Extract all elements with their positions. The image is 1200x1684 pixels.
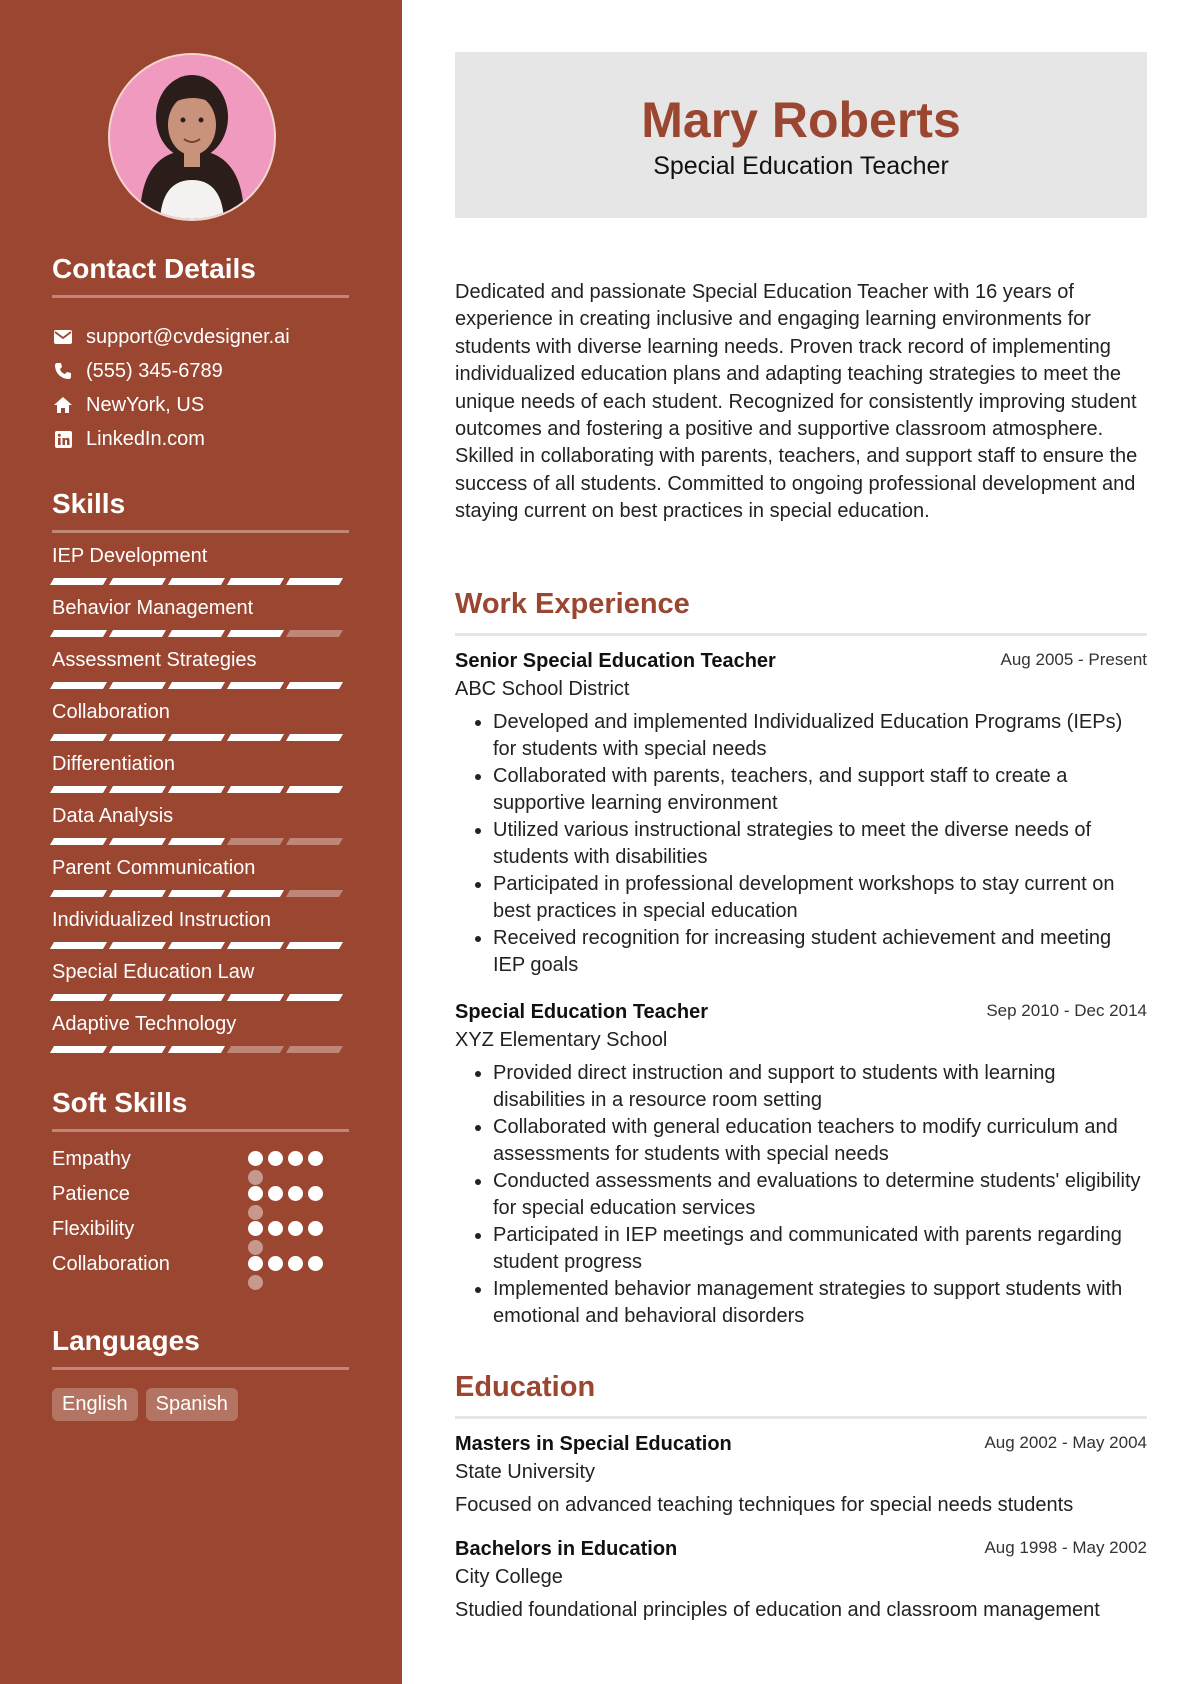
skill-level-segment: [168, 942, 225, 949]
skill-level-segment: [286, 630, 343, 637]
rating-dot: [308, 1151, 323, 1166]
contact-email-text: support@cvdesigner.ai: [86, 325, 290, 348]
soft-skills-section: [52, 1087, 349, 1282]
skill-level-segment: [168, 630, 225, 637]
skill-level-segment: [227, 786, 284, 793]
profile-photo: [110, 55, 274, 219]
skill-level-bar: [52, 786, 349, 793]
skill-level-segment: [109, 838, 166, 845]
school: City College: [455, 1566, 563, 1588]
skill-level-segment: [109, 734, 166, 741]
skill-name: Data Analysis: [52, 805, 174, 827]
rating-dot: [268, 1186, 283, 1201]
soft-skill-item: [52, 1177, 349, 1212]
skill-item: [52, 595, 349, 637]
skill-level-segment: [109, 1046, 166, 1053]
soft-skill-item: [52, 1247, 349, 1282]
job-entry: [455, 650, 1147, 979]
contact-phone[interactable]: [52, 354, 349, 388]
rating-dot: [248, 1275, 263, 1290]
languages-heading: Languages: [52, 1325, 349, 1370]
education-heading: Education: [455, 1371, 1147, 1419]
school: State University: [455, 1461, 596, 1483]
skill-item: [52, 751, 349, 793]
soft-skill-name: Patience: [52, 1183, 130, 1205]
skill-level-segment: [286, 1046, 343, 1053]
skill-level-segment: [286, 786, 343, 793]
contact-email[interactable]: [52, 320, 349, 354]
home-icon: [52, 395, 74, 415]
skill-level-segment: [227, 994, 284, 1001]
contact-location: [52, 388, 349, 422]
skill-level-segment: [286, 682, 343, 689]
languages-section: [52, 1325, 349, 1421]
skill-level-segment: [50, 1046, 107, 1053]
education-entry: [455, 1433, 1147, 1517]
skill-level-segment: [227, 942, 284, 949]
skill-level-segment: [109, 890, 166, 897]
skill-level-bar: [52, 630, 349, 637]
job-bullet: • Conducted assessments and evaluations to determine students' eligibility for special education services: [493, 1168, 1147, 1222]
skill-level-bar: [52, 942, 349, 949]
soft-skill-name: Empathy: [52, 1148, 131, 1170]
skill-item: [52, 543, 349, 585]
job-bullet: • Collaborated with general education teachers to modify curriculum and assessments for students with special needs: [493, 1114, 1147, 1168]
rating-dot: [288, 1186, 303, 1201]
language-chip: English: [52, 1388, 138, 1421]
skill-level-segment: [168, 838, 225, 845]
skill-level-segment: [286, 942, 343, 949]
skill-name: IEP Development: [52, 545, 208, 567]
rating-dot: [248, 1256, 263, 1271]
education-description: Studied foundational principles of education and classroom management: [455, 1599, 1100, 1621]
job-bullet: • Participated in IEP meetings and communicated with parents regarding student progress: [493, 1222, 1147, 1276]
header: [455, 52, 1147, 218]
degree: Bachelors in Education: [455, 1538, 678, 1560]
summary: Dedicated and passionate Special Education Teacher with 16 years of experience in creating inclusive and engaging learning environments for students with diverse learning needs. Proven track record of implementing individualized education plans and adapting teaching strategies to meet the unique needs of each student. Recognized for consistently improving student outcomes and fostering a positive and supportive classroom atmosphere. Skilled in collaborating with parents, teachers, and support staff to ensure the success of all students. Committed to ongoing professional development and staying current on best practices in special education.: [455, 281, 1138, 523]
job-title: Special Education Teacher: [455, 1001, 709, 1023]
candidate-name: Mary Roberts: [641, 92, 961, 148]
rating-dot: [288, 1151, 303, 1166]
rating-dot: [288, 1221, 303, 1236]
contact-linkedin[interactable]: [52, 422, 349, 456]
job-bullet: • Implemented behavior management strategies to support students with emotional and behavioral disorders: [493, 1276, 1147, 1330]
education-date: Aug 1998 - May 2002: [984, 1538, 1147, 1557]
skill-level-segment: [168, 1046, 225, 1053]
rating-dot: [288, 1256, 303, 1271]
avatar: [108, 53, 276, 221]
skill-level-segment: [227, 890, 284, 897]
skill-level-segment: [50, 630, 107, 637]
job-entry: [455, 1001, 1147, 1330]
skill-level-segment: [286, 734, 343, 741]
skill-level-segment: [168, 734, 225, 741]
language-chip: Spanish: [146, 1388, 238, 1421]
rating-dot: [308, 1256, 323, 1271]
skill-level-bar: [52, 890, 349, 897]
skill-name: Adaptive Technology: [52, 1013, 237, 1035]
skill-name: Individualized Instruction: [52, 909, 272, 931]
education-entry: [455, 1538, 1147, 1622]
skill-level-segment: [168, 578, 225, 585]
skill-item: [52, 803, 349, 845]
job-bullets: [455, 1060, 1147, 1330]
job-bullet: • Collaborated with parents, teachers, and support staff to create a supportive learning environment: [493, 763, 1147, 817]
skill-level-bar: [52, 734, 349, 741]
job-bullet: • Utilized various instructional strategies to meet the diverse needs of students with disabilities: [493, 817, 1147, 871]
skill-level-segment: [227, 1046, 284, 1053]
contact-linkedin-text: LinkedIn.com: [86, 427, 205, 450]
candidate-role: Special Education Teacher: [653, 152, 949, 180]
skill-level-segment: [50, 890, 107, 897]
sidebar: [0, 0, 402, 1684]
skill-level-segment: [109, 578, 166, 585]
soft-skill-name: Flexibility: [52, 1218, 135, 1240]
skill-name: Parent Communication: [52, 857, 256, 879]
skill-level-segment: [109, 994, 166, 1001]
skill-item: [52, 959, 349, 1001]
job-date: Sep 2010 - Dec 2014: [986, 1001, 1147, 1020]
linkedin-icon: [52, 429, 74, 449]
rating-dot: [268, 1151, 283, 1166]
skill-level-segment: [168, 890, 225, 897]
skill-name: Behavior Management: [52, 597, 254, 619]
skill-level-segment: [50, 994, 107, 1001]
skill-item: [52, 699, 349, 741]
contact-section: [52, 253, 349, 456]
contact-phone-text: (555) 345-6789: [86, 359, 223, 382]
skill-level-segment: [109, 786, 166, 793]
soft-skill-item: [52, 1142, 349, 1177]
skill-level-segment: [286, 578, 343, 585]
skill-level-segment: [168, 994, 225, 1001]
contact-heading: Contact Details: [52, 253, 349, 298]
rating-dot: [308, 1186, 323, 1201]
job-org: XYZ Elementary School: [455, 1029, 668, 1051]
rating-dot: [248, 1186, 263, 1201]
job-bullet: • Participated in professional development workshops to stay current on best practices in special education: [493, 871, 1147, 925]
rating-dot: [268, 1221, 283, 1236]
skill-level-segment: [109, 682, 166, 689]
skill-level-segment: [227, 838, 284, 845]
rating-dot: [308, 1221, 323, 1236]
skill-level-segment: [50, 942, 107, 949]
soft-skills-heading: Soft Skills: [52, 1087, 349, 1132]
skills-heading: Skills: [52, 488, 349, 533]
skill-item: [52, 647, 349, 689]
skill-level-segment: [227, 578, 284, 585]
skill-item: [52, 907, 349, 949]
skill-level-segment: [227, 734, 284, 741]
skill-level-segment: [50, 682, 107, 689]
skill-level-bar: [52, 578, 349, 585]
skills-section: [52, 488, 349, 1053]
contact-location-text: NewYork, US: [86, 393, 205, 416]
rating-dot: [248, 1221, 263, 1236]
job-date: Aug 2005 - Present: [1000, 650, 1147, 669]
job-bullet: • Provided direct instruction and support to students with learning disabilities in a resource room setting: [493, 1060, 1147, 1114]
skill-level-segment: [286, 994, 343, 1001]
skill-level-segment: [286, 838, 343, 845]
phone-icon: [52, 361, 74, 381]
skill-level-segment: [286, 890, 343, 897]
skill-level-segment: [50, 838, 107, 845]
soft-skill-name: Collaboration: [52, 1253, 170, 1275]
envelope-icon: [52, 327, 74, 347]
skill-level-segment: [109, 630, 166, 637]
skill-level-segment: [50, 734, 107, 741]
job-title: Senior Special Education Teacher: [455, 650, 776, 672]
education-date: Aug 2002 - May 2004: [984, 1433, 1147, 1452]
work-experience-heading: Work Experience: [455, 588, 1147, 636]
skill-name: Assessment Strategies: [52, 649, 257, 671]
skill-name: Differentiation: [52, 753, 176, 775]
skill-level-bar: [52, 994, 349, 1001]
skill-level-segment: [50, 786, 107, 793]
skill-level-segment: [168, 786, 225, 793]
skill-level-segment: [50, 578, 107, 585]
job-bullet: • Received recognition for increasing student achievement and meeting IEP goals: [493, 925, 1147, 979]
skill-item: [52, 855, 349, 897]
skill-level-bar: [52, 682, 349, 689]
skill-name: Collaboration: [52, 701, 170, 723]
rating-dot: [248, 1151, 263, 1166]
job-bullets: [455, 709, 1147, 979]
skill-level-segment: [227, 630, 284, 637]
degree: Masters in Special Education: [455, 1433, 732, 1455]
education-description: Focused on advanced teaching techniques for special needs students: [455, 1494, 1074, 1516]
skill-level-segment: [227, 682, 284, 689]
skill-level-segment: [109, 942, 166, 949]
rating-dot: [268, 1256, 283, 1271]
skill-item: [52, 1011, 349, 1053]
skill-level-bar: [52, 838, 349, 845]
soft-skill-item: [52, 1212, 349, 1247]
job-bullet: • Developed and implemented Individualized Education Programs (IEPs) for students with special needs: [493, 709, 1147, 763]
skill-name: Special Education Law: [52, 961, 255, 983]
skill-level-segment: [168, 682, 225, 689]
job-org: ABC School District: [455, 678, 630, 700]
skill-level-bar: [52, 1046, 349, 1053]
